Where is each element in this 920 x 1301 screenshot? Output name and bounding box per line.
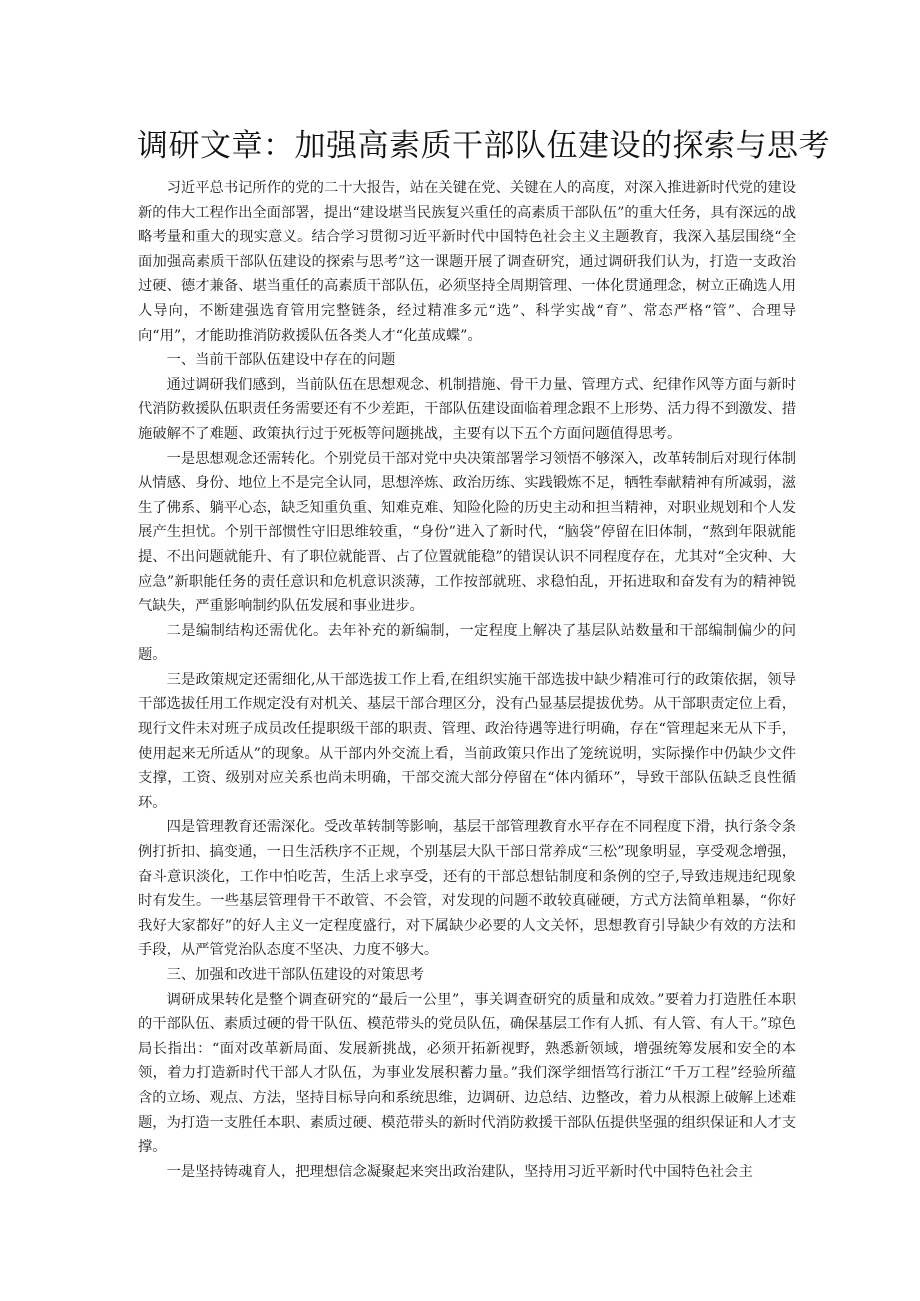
- paragraph-soul-building: 一是坚持铸魂育人，把理想信念凝聚起来突出政治建队，坚持用习近平新时代中国特色社会主: [166, 1163, 753, 1180]
- paragraph-management: 四是管理教育还需深化。受改革转制等影响，基层干部管理教育水平存在不同程度下滑，执行条令条例打折扣、搞变通，一日生活秩序不正规，个别基层大队干部日常养成“三松”现象明显，享受观念增强，奋斗意识淡化，工作中怕吃苦，生活上求享受，还有的干部总想钻制度和条例的空子,导致违规违纪现象时有发生。一些基层管理骨干不敢管、不会管，对发现的问题不敢较真碰硬，方式方法简单粗暴，“你好我好大家都好”的好人主义一定程度盛行，对下属缺少必要的人文关怀，思想教育引导缺少有效的方法和手段，从严管党治队态度不坚决、力度不够大。: [138, 819, 796, 959]
- paragraph-policy: 三是政策规定还需细化,从干部选拔工作上看,在组织实施干部选拔中缺少精准可行的政策依据，领导干部选拔任用工作规定没有对机关、基层干部合理区分，没有凸显基层提拔优势。从干部职责定位上看，现行文件未对班子成员改任提职级干部的职责、管理、政治待遇等进行明确，存在“管理起来无从下手，使用起来无所适从”的现象。从干部内外交流上看，当前政策只作出了笼统说明，实际操作中仍缺少文件支撑，工资、级别对应关系也尚未明确，干部交流大部分停留在“体内循环”，导致干部队伍缺乏良性循环。: [138, 671, 796, 811]
- section-heading-countermeasures: 三、加强和改进干部队伍建设的对策思考: [166, 967, 424, 983]
- paragraph-problems-overview: 通过调研我们感到，当前队伍在思想观念、机制措施、骨干力量、管理方式、纪律作风等方面与新时代消防救援队伍职责任务需要还有不少差距，干部队伍建设面临着理念跟不上形势、活力得不到激发、措施破解不了难题、政策执行过于死板等问题挑战，主要有以下五个方面问题值得思考。: [138, 376, 796, 442]
- paragraph-intro: 习近平总书记所作的党的二十大报告，站在关键在党、关键在人的高度，对深入推进新时代党的建设新的伟大工程作出全面部署，提出“建设堪当民族复兴重任的高素质干部队伍”的重大任务，具有深远的战略考量和重大的现实意义。结合学习贯彻习近平新时代中国特色社会主义主题教育，我深入基层围绕“全面加强高素质干部队伍建设的探索与思考”这一课题开展了调查研究，通过调研我们认为，打造一支政治过硬、德才兼备、堪当重任的高素质干部队伍，必须坚持全周期管理、一体化贯通理念，树立正确选人用人导向，不断建强选育管用完整链条，经过精准多元“选”、科学实战“育”、常态严格“管”、合理导向“用”，才能助推消防救援队伍各类人才“化茧成蝶”。: [138, 180, 796, 344]
- document-body: [138, 176, 796, 1184]
- paragraph-ideology: 一是思想观念还需转化。个别党员干部对党中央决策部署学习领悟不够深入，改革转制后对现行体制从情感、身份、地位上不是完全认同，思想淬炼、政治历练、实践锻炼不足，牺牲奉献精神有所减弱，滋生了佛系、躺平心态，缺乏知重负重、知难克难、知险化险的历史主动和担当精神，对职业规划和个人发展产生担忧。个别干部惯性守旧思维较重，“身份”进入了新时代，“脑袋”停留在旧体制，“熬到年限就能提、不出问题就能升、有了职位就能晋、占了位置就能稳”的错误认识不同程度存在，尤其对“全灾种、大应急”新职能任务的责任意识和危机意识淡薄，工作按部就班、求稳怕乱，开拓进取和奋发有为的精神锐气缺失，严重影响制约队伍发展和事业进步。: [138, 450, 796, 615]
- section-heading-problems: 一、当前干部队伍建设中存在的问题: [166, 352, 396, 369]
- paragraph-countermeasures-overview: 调研成果转化是整个调查研究的“最后一公里”，事关调查研究的质量和成效。”要着力打造胜任本职的干部队伍、素质过硬的骨干队伍、模范带头的党员队伍，确保基层工作有人抓、有人管、有人干。”琼色局长指出：“面对改革新局面、发展新挑战，必须开拓新视野，熟悉新领域，增强统筹发展和安全的本领，着力打造新时代干部人才队伍，为事业发展积蓄力量。”我们深学细悟笃行浙江“千万工程”经验所蕴含的立场、观点、方法，坚持目标导向和系统思维，边调研、边总结、边整改，着力从根源上破解上述难题，为打造一支胜任本职、素质过硬、模范带头的新时代消防救援干部队伍提供坚强的组织保证和人才支撑。: [138, 991, 796, 1156]
- paragraph-staffing: 二是编制结构还需优化。去年补充的新编制，一定程度上解决了基层队站数量和干部编制偏少的问题。: [138, 622, 796, 664]
- document-title: 调研文章：加强高素质干部队伍建设的探索与思考: [137, 128, 830, 164]
